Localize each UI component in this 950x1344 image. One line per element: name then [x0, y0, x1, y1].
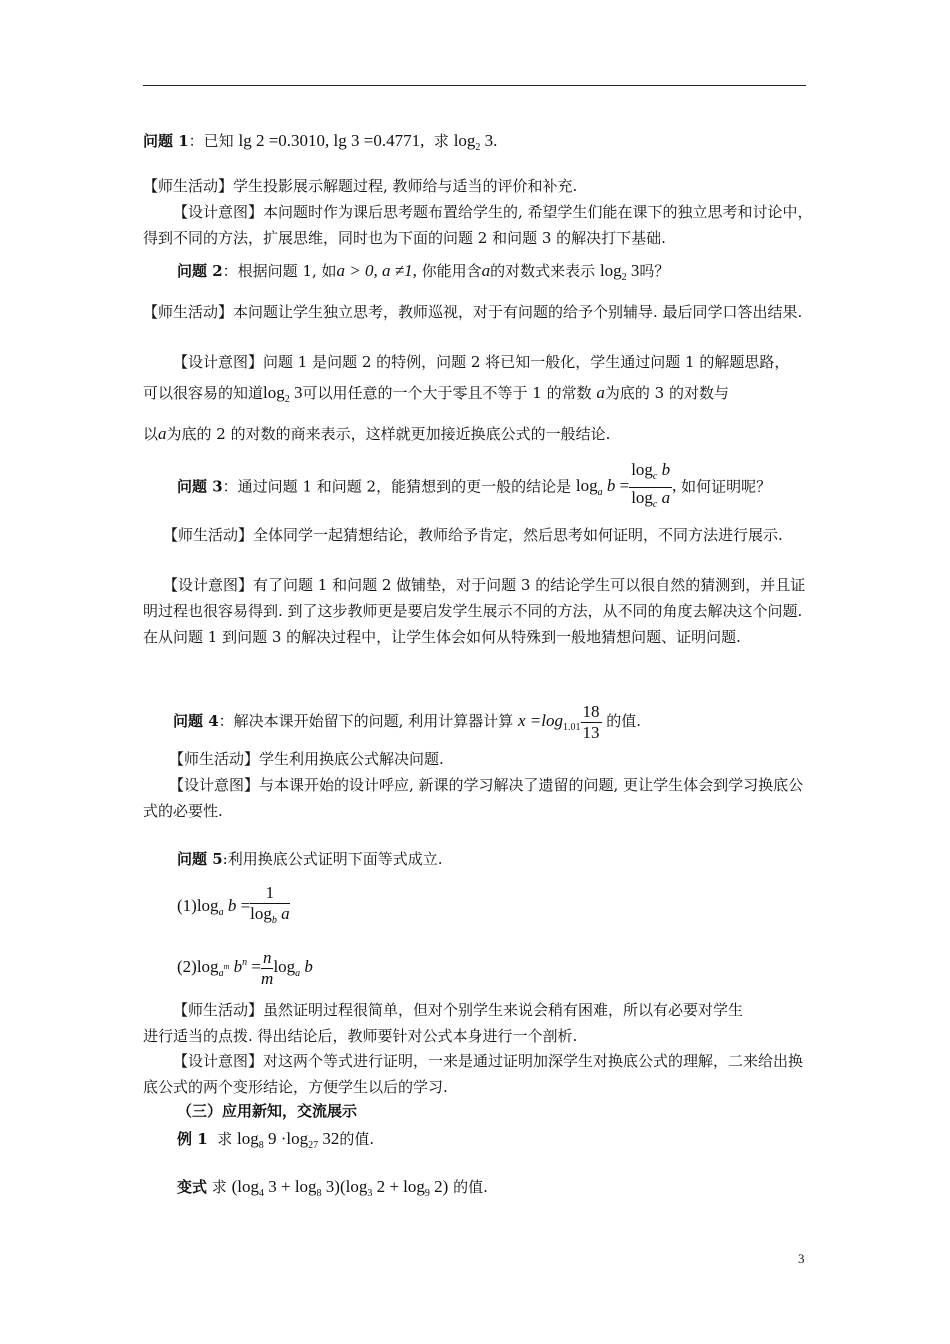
question-1-label: 问题 1 — [143, 132, 189, 150]
question-4-formula: $x =\log_{1.01}$ $\frac{18}{13}$ — [518, 701, 600, 742]
variant-exercise: 变式 求 ($\log_4$ $3 + \log_8 3)(\log_3$ $2 + \log_9 2$) 的值. — [177, 1177, 488, 1199]
design-intent-2-line3: 以a为底的 2 的对数的商来表示，这样就更加接近换底公式的一般结论. — [143, 424, 611, 443]
design-intent-1: 【设计意图】本问题时作为课后思考题布置给学生的, 希望学生们能在课下的独立思考和讨论中，得到不同的方法，扩展思维，同时也为下面的问题 2 和问题 3 的解决打下基础. — [143, 203, 813, 247]
question-4-label: 问题 4 — [173, 712, 219, 730]
example-1: 例 1 求 $\log_8 9 \cdot\log_{27}$ 32的值. — [177, 1129, 375, 1151]
question-2-label: 问题 2 — [177, 262, 223, 280]
question-1-ask: 求 — [433, 132, 449, 150]
activity-1: 【师生活动】学生投影展示解题过程, 教师给与适当的评价和补充. — [143, 177, 578, 195]
question-5-label: 问题 5 — [177, 850, 223, 868]
page-number: 3 — [798, 1251, 805, 1266]
design-intent-2-line2: 可以很容易的知道$\log_2 3$可以用任意的一个大于零且不等于 1 的常数 a为底的 3 的对数与 — [143, 383, 729, 405]
question-3: 问题 3：通过问题 1 和问题 2，能猜想到的更一般的结论是 $\log_a b$ = $\frac{\log_c b}{\log_c a}$ , 如何证明呢？ — [177, 460, 772, 510]
question-1-lg-values: lg 2 =0.3010, lg 3 =0.4771, — [238, 131, 425, 150]
question-1-formula: $\log_2 3$. — [453, 131, 498, 153]
design-intent-2: 【设计意图】问题 1 是问题 2 的特例，问题 2 将已知一般化，学生通过问题 1 的解题思路， — [173, 353, 790, 371]
question-3-label: 问题 3 — [177, 477, 223, 496]
question-1 — [143, 128, 813, 161]
design-intent-5: 【设计意图】对这两个等式进行证明，一来是通过证明加深学生对换底公式的理解，二来给出换底公式的两个变形结论，方便学生以后的学习. — [143, 1052, 804, 1096]
section-heading-3: （三）应用新知，交流展示 — [177, 1102, 358, 1120]
activity-3: 【师生活动】全体同学一起猜想结论，教师给予肯定，然后思考如何证明，不同方法进行展示. — [163, 526, 783, 544]
question-4: 问题 4：解决本课开始留下的问题, 利用计算器计算 $x =\log_{1.01}$ $\frac{18}{13}$ 的值. — [173, 701, 642, 742]
design-intent-3: 【设计意图】有了问题 1 和问题 2 做铺垫，对于问题 3 的结论学生可以很自然的猜测到，并且证明过程也很容易得到. 到了这步教师更是要启发学生展示不同的方法，从不同的角度去解决这个问题. 在从问题 1 到问题 3 的解决过程中，让学生体会如何从特殊到一般地猜想问题、证明问题. — [143, 576, 806, 646]
activity-4: 【师生活动】学生利用换底公式解决问题. — [169, 750, 444, 768]
activity-2: 【师生活动】本问题让学生独立思考，教师巡视，对于有问题的给予个别辅导. 最后同学口答出结果. — [143, 303, 803, 321]
question-2-condition: a > 0, a ≠1, — [336, 261, 417, 280]
question-2: 问题 2：根据问题 1, 如a > 0, a ≠1, 你能用含a的对数式来表示 $\log_2 3$吗？ — [177, 261, 670, 283]
change-of-base-formula: $\log_a b$ = $\frac{\log_c b}{\log_c a}$ , — [575, 460, 677, 510]
design-intent-4: 【设计意图】与本课开始的设计呼应, 新课的学习解决了遗留的问题, 更让学生体会到学习换底公式的必要性. — [143, 776, 804, 820]
activity-5: 【师生活动】虽然证明过程很简单，但对个别学生来说会稍有困难，所以有必要对学生进行适当的点拨. 得出结论后，教师要针对公式本身进行一个剖析. — [143, 1001, 744, 1045]
question-2-formula: $\log_2 3$ — [599, 261, 640, 283]
identity-1: $(1)\log_a$ b = $\frac{1}{\log_b a}$ — [177, 883, 290, 927]
header-rule — [143, 85, 806, 86]
question-5: 问题 5:利用换底公式证明下面等式成立. — [177, 850, 443, 868]
identity-2: $(2)\log_{a^m}$ $b^n$ = $\frac{n}{m}$ $\log_a b$ — [177, 947, 313, 988]
question-1-intro: ：已知 — [188, 132, 234, 150]
